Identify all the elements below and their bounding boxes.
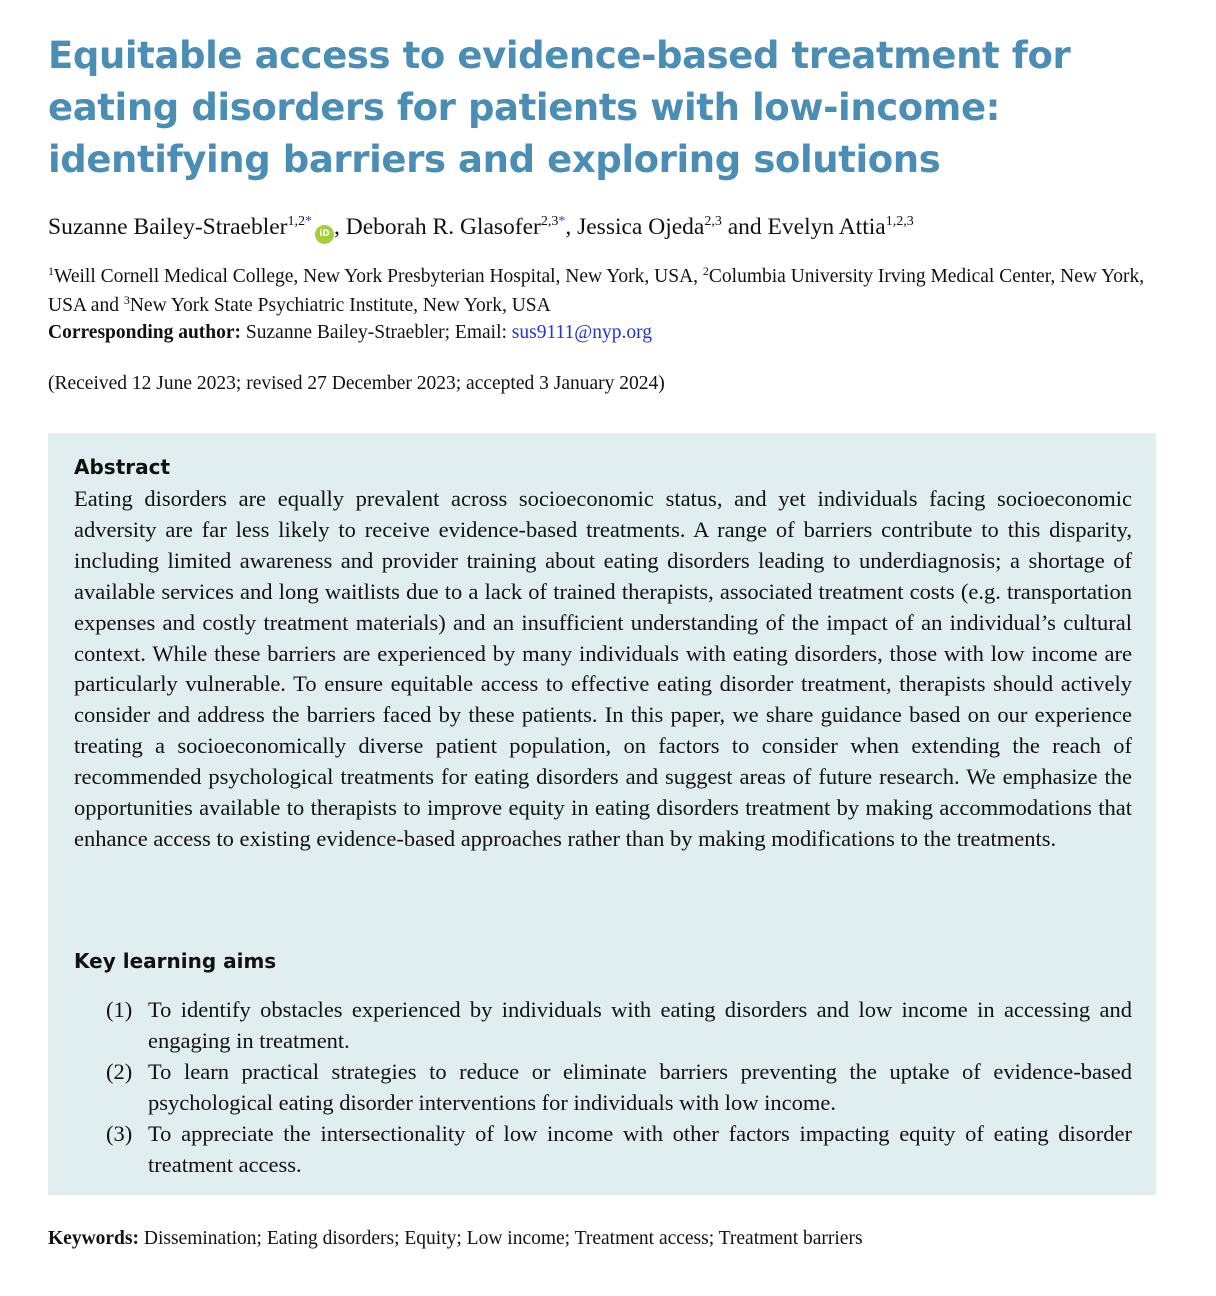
list-number: (1) <box>106 997 133 1022</box>
corresponding-label: Corresponding author: <box>48 322 242 343</box>
affiliation-3: New York State Psychiatric Institute, New York, USA <box>129 294 551 316</box>
list-number: (3) <box>106 1121 133 1146</box>
corresponding-star: * <box>304 214 312 229</box>
abstract-box <box>48 433 1156 1195</box>
keywords <box>48 1225 1168 1253</box>
corresponding-star: * <box>558 214 566 229</box>
list-item <box>106 1056 1132 1118</box>
author-conjunction: and <box>721 214 768 240</box>
affiliation-marker: 2 <box>702 264 709 278</box>
affiliation-marker: 3 <box>123 292 130 307</box>
list-number: (2) <box>106 1059 133 1084</box>
author-affiliation-sup: 2,3 <box>540 214 559 229</box>
list-item <box>106 994 1132 1056</box>
keywords-text: Dissemination; Eating disorders; Equity; Low income; Treatment access; Treatment barriers <box>139 1228 863 1249</box>
author-affiliation-sup: 2,3 <box>704 214 722 229</box>
abstract-heading: Abstract <box>74 455 171 479</box>
corresponding-text: Suzanne Bailey-Straebler; Email: <box>241 322 512 343</box>
list-item-text: To appreciate the intersectionality of low income with other factors impacting equity of eating disorder treatment access. <box>148 1121 1132 1177</box>
orcid-icon[interactable]: iD <box>315 225 334 244</box>
learning-aims-heading: Key learning aims <box>74 949 277 973</box>
affiliation-marker: 1 <box>48 264 54 278</box>
author-name: Deborah R. Glasofer <box>345 214 541 240</box>
keywords-label: Keywords: <box>48 1228 139 1249</box>
author-name: Jessica Ojeda <box>577 214 705 240</box>
corresponding-author <box>48 319 1168 347</box>
author-name: Suzanne Bailey-Straebler <box>48 214 288 240</box>
author-list <box>48 210 1168 244</box>
author-affiliation-sup: 1,2,3 <box>885 214 914 229</box>
list-item-text: To identify obstacles experienced by individuals with eating disorders and low income in accessing and engaging in treatment. <box>148 997 1132 1053</box>
received-dates: (Received 12 June 2023; revised 27 December 2023; accepted 3 January 2024) <box>48 373 665 394</box>
affiliations <box>48 263 1168 320</box>
list-item-text: To learn practical strategies to reduce or eliminate barriers preventing the uptake of evidence-based psychological eating disorder interventions for individuals with low income. <box>148 1059 1132 1115</box>
author-name: Evelyn Attia <box>767 214 886 240</box>
email-link[interactable]: sus9111@nyp.org <box>511 322 653 343</box>
list-item <box>106 1118 1132 1180</box>
affiliation-1: Weill Cornell Medical College, New York Presbyterian Hospital, New York, USA, <box>54 266 703 287</box>
affiliation-2: Columbia University Irving Medical Center, New York, USA and <box>48 266 1145 316</box>
author-affiliation-sup: 1,2 <box>287 214 305 229</box>
author-separator: , <box>565 214 578 240</box>
article-title: Equitable access to evidence-based treatment for eating disorders for patients with low-income: identifying barriers and exploring solutions <box>48 34 1071 181</box>
author-separator: , <box>333 214 346 240</box>
abstract-text: Eating disorders are equally prevalent across socioeconomic status, and yet individuals facing socioeconomic adversity are far less likely to receive evidence-based treatments. A range of barriers contribute to this disparity, including limited awareness and provider training about eating disorders leading to underdiagnosis; a shortage of available services and long waitlists due to a lack of trained therapists, associated treatment costs (e.g. transportation expenses and costly treatment materials) and an insufficient understanding of the impact of an individual’s cultural context. While these barriers are experienced by many individuals with eating disorders, those with low income are particularly vulnerable. To ensure equitable access to effective eating disorder treatment, therapists should actively consider and address the barriers faced by these patients. In this paper, we share guidance based on our experience treating a socioeconomically diverse patient population, on factors to consider when extending the reach of recommended psychological treatments for eating disorders and suggest areas of future research. We emphasize the opportunities available to therapists to improve equity in eating disorders treatment by making accommodations that enhance access to existing evidence-based approaches rather than by making modifications to the treatments. <box>74 486 1132 851</box>
learning-aims-list <box>106 994 1132 1180</box>
